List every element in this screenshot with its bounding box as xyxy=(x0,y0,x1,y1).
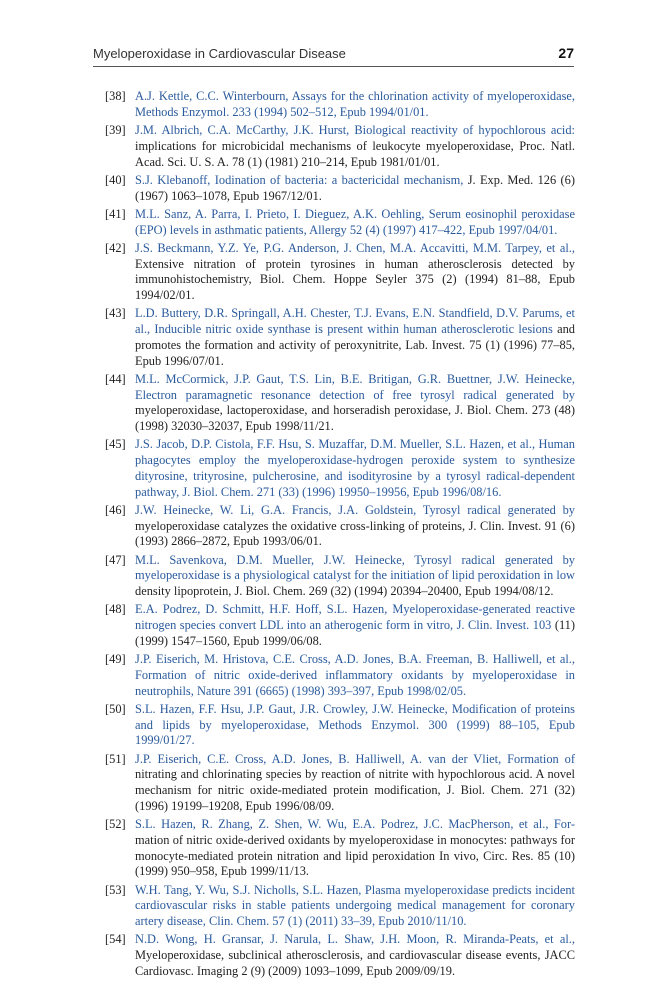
reference-number: [52] xyxy=(105,817,126,831)
reference-item xyxy=(105,702,575,749)
reference-item xyxy=(105,652,575,699)
reference-item xyxy=(105,123,575,170)
reference-number: [41] xyxy=(105,206,126,221)
reference-item xyxy=(105,306,575,369)
page-number: 27 xyxy=(558,45,574,61)
reference-item xyxy=(105,241,575,304)
reference-text: Myeloperoxidase, subclinical atherosclerosis, and cardiovascular disease events, JACC Cardiovasc. Imaging 2 (9) (2009) 1093–1099, Epub 2009/09/19. xyxy=(135,948,575,978)
reference-text: Extensive nitration of protein tyrosines in human atherosclerosis detected by immunohistochemistry, Biol. Chem. Hoppe Seyler 375 (2) (1994) 81–88, Epub 1994/02/01. xyxy=(135,256,575,302)
running-header xyxy=(93,46,574,67)
reference-item xyxy=(105,207,575,239)
reference-number: [45] xyxy=(105,437,126,452)
running-title: Myeloperoxidase in Cardiovascular Disease xyxy=(93,46,346,61)
reference-item xyxy=(105,817,575,880)
reference-item xyxy=(105,437,575,500)
reference-number: [39] xyxy=(105,123,126,137)
reference-link[interactable]: J.S. Beckmann, Y.Z. Ye, P.G. Anderson, J. Chen, M.A. Accavitti, M.M. Tarpey, et al., xyxy=(135,240,575,255)
reference-item xyxy=(105,89,575,121)
reference-link[interactable]: S.J. Klebanoff, Iodination of bacteria: a bactericidal mechanism, xyxy=(135,172,464,187)
reference-number: [40] xyxy=(105,172,126,187)
reference-link[interactable]: M.L. Sanz, A. Parra, I. Prieto, I. Dieguez, A.K. Oehling, Serum eosinophil peroxidase (EPO) levels in asthmatic patients, Allergy 52 (4) (1997) 417–422, Epub 1997/04/01. xyxy=(135,206,575,237)
reference-text: myeloperoxidase, lactoperoxidase, and horseradish peroxidase, J. Biol. Chem. 273 (48) (1998) 32030–32037, Epub 1998/11/21. xyxy=(135,403,575,433)
reference-link[interactable]: E.A. Podrez, D. Schmitt, H.F. Hoff, S.L. Hazen, Myeloperoxidase-generated reactive nitrogen species convert LDL into an atherogenic form in vitro, J. Clin. Invest. 103 xyxy=(135,602,575,632)
reference-link[interactable]: M.L. Savenkova, D.M. Mueller, J.W. Heinecke, Tyrosyl radical generated by myeloperoxidase is a physiological catalyst for the initiation of lipid peroxidation in low xyxy=(135,552,575,583)
reference-text: J. Exp. Med. 126 (6) (1967) 1063–1078, Epub 1967/12/01. xyxy=(135,172,576,203)
reference-link[interactable]: M.L. McCormick, J.P. Gaut, T.S. Lin, B.E. Britigan, G.R. Buettner, J.W. Heinecke, Electron paramagnetic resonance detection of free tyrosyl radical generated by xyxy=(135,371,575,402)
reference-number: [53] xyxy=(105,882,126,897)
reference-item xyxy=(105,173,575,205)
reference-link[interactable]: J.W. Heinecke, W. Li, G.A. Francis, J.A. Goldstein, Tyrosyl radical generated by xyxy=(135,502,575,517)
reference-item xyxy=(105,932,575,979)
reference-link[interactable]: J.S. Jacob, D.P. Cistola, F.F. Hsu, S. Muzaffar, D.M. Mueller, S.L. Hazen, et al., Human phagocytes employ the myeloperoxidase-hydrogen peroxide system to synthesize dityrosine, trityrosine, pulcherosine, and isodityrosine by a tyrosyl radical-dependent pathway, J. Biol. Chem. 271 (33) (1996) 19950–19956, Epub 1996/08/16. xyxy=(135,437,575,499)
reference-link[interactable]: N.D. Wong, H. Gransar, J. Narula, L. Shaw, J.H. Moon, R. Miranda-Peats, et al., xyxy=(135,932,575,947)
reference-link[interactable]: W.H. Tang, Y. Wu, S.J. Nicholls, S.L. Hazen, Plasma myeloperoxidase predicts incident cardiovascular risks in stable patients undergoing medical management for coronary artery disease, Clin. Chem. 57 (1) (2011) 33–39, Epub 2010/11/10. xyxy=(135,882,575,928)
reference-link[interactable]: J.P. Eiserich, M. Hristova, C.E. Cross, A.D. Jones, B.A. Freeman, B. Halliwell, et al., Formation of nitric oxide-derived inflammatory oxidants by myeloperoxidase in neutrophils, Nature 391 (6665) (1998) 393–397, Epub 1998/02/05. xyxy=(135,652,575,698)
reference-text: nitrating and chlorinating species by reaction of nitrite with hypochlorous acid. A novel mechanism for nitric oxide-mediated protein modification, J. Biol. Chem. 271 (32) (1996) 19199–19208, Epub 1996/08/09. xyxy=(135,767,575,813)
reference-link[interactable]: J.M. Albrich, C.A. McCarthy, J.K. Hurst, Biological reactivity of hypochlorous acid: xyxy=(135,123,575,137)
reference-link[interactable]: S.L. Hazen, F.F. Hsu, J.P. Gaut, J.R. Crowley, J.W. Heinecke, Modification of proteins and lipids by myeloperoxidase, Methods Enzymol. 300 (1999) 88–105, Epub 1999/01/27. xyxy=(135,701,575,748)
reference-number: [49] xyxy=(105,652,126,666)
reference-item xyxy=(105,553,575,600)
reference-number: [51] xyxy=(105,751,126,766)
reference-text: myeloperoxidase catalyzes the oxidative cross-linking of proteins, J. Clin. Invest. 91 (6) (1993) 2866–2872, Epub 1993/06/01. xyxy=(135,518,575,549)
reference-link[interactable]: S.L. Hazen, R. Zhang, Z. Shen, W. Wu, E.A. Podrez, J.C. MacPherson, et al., For- xyxy=(135,817,575,831)
reference-item xyxy=(105,752,575,815)
reference-number: [48] xyxy=(105,602,126,617)
reference-number: [50] xyxy=(105,701,126,716)
reference-text: (11) (1999) 1547–1560, Epub 1999/06/08. xyxy=(135,618,576,648)
reference-text: implications for microbicidal mechanisms of leukocyte myeloperoxidase, Proc. Natl. Acad. Sci. U. S. A. 78 (1) (1981) 210–214, Epub 1981/01/01. xyxy=(135,138,575,169)
reference-item xyxy=(105,503,575,550)
reference-item xyxy=(105,883,575,930)
reference-number: [44] xyxy=(105,371,126,386)
reference-number: [43] xyxy=(105,306,126,321)
reference-number: [42] xyxy=(105,240,126,255)
reference-text: mation of nitric oxide-derived oxidants by myeloperoxidase in monocytes: pathways for monocyte-mediated protein nitration and lipid peroxidation In vivo, Circ. Res. 85 (10) (1999) 950–958, Epub 1999/11/13. xyxy=(135,832,575,879)
reference-item xyxy=(105,602,575,649)
reference-list xyxy=(105,89,575,982)
reference-number: [47] xyxy=(105,552,126,567)
reference-link[interactable]: J.P. Eiserich, C.E. Cross, A.D. Jones, B. Halliwell, A. van der Vliet, Formation of xyxy=(135,751,575,766)
reference-text: and promotes the formation and activity of peroxynitrite, Lab. Invest. 75 (1) (1996) 77–85, Epub 1996/07/01. xyxy=(135,322,575,368)
reference-number: [54] xyxy=(105,932,126,947)
reference-number: [38] xyxy=(105,89,126,103)
reference-text: density lipoprotein, J. Biol. Chem. 269 (32) (1994) 20394–20400, Epub 1994/08/12. xyxy=(135,584,554,598)
reference-link[interactable]: L.D. Buttery, D.R. Springall, A.H. Chester, T.J. Evans, E.N. Standfield, D.V. Parums, et al., Inducible nitric oxide synthase is present within human atherosclerotic lesions xyxy=(135,306,575,336)
reference-item xyxy=(105,372,575,435)
reference-link[interactable]: A.J. Kettle, C.C. Winterbourn, Assays for the chlorination activity of myeloperoxidase, Methods Enzymol. 233 (1994) 502–512, Epub 1994/01/01. xyxy=(135,89,575,119)
reference-number: [46] xyxy=(105,502,126,517)
